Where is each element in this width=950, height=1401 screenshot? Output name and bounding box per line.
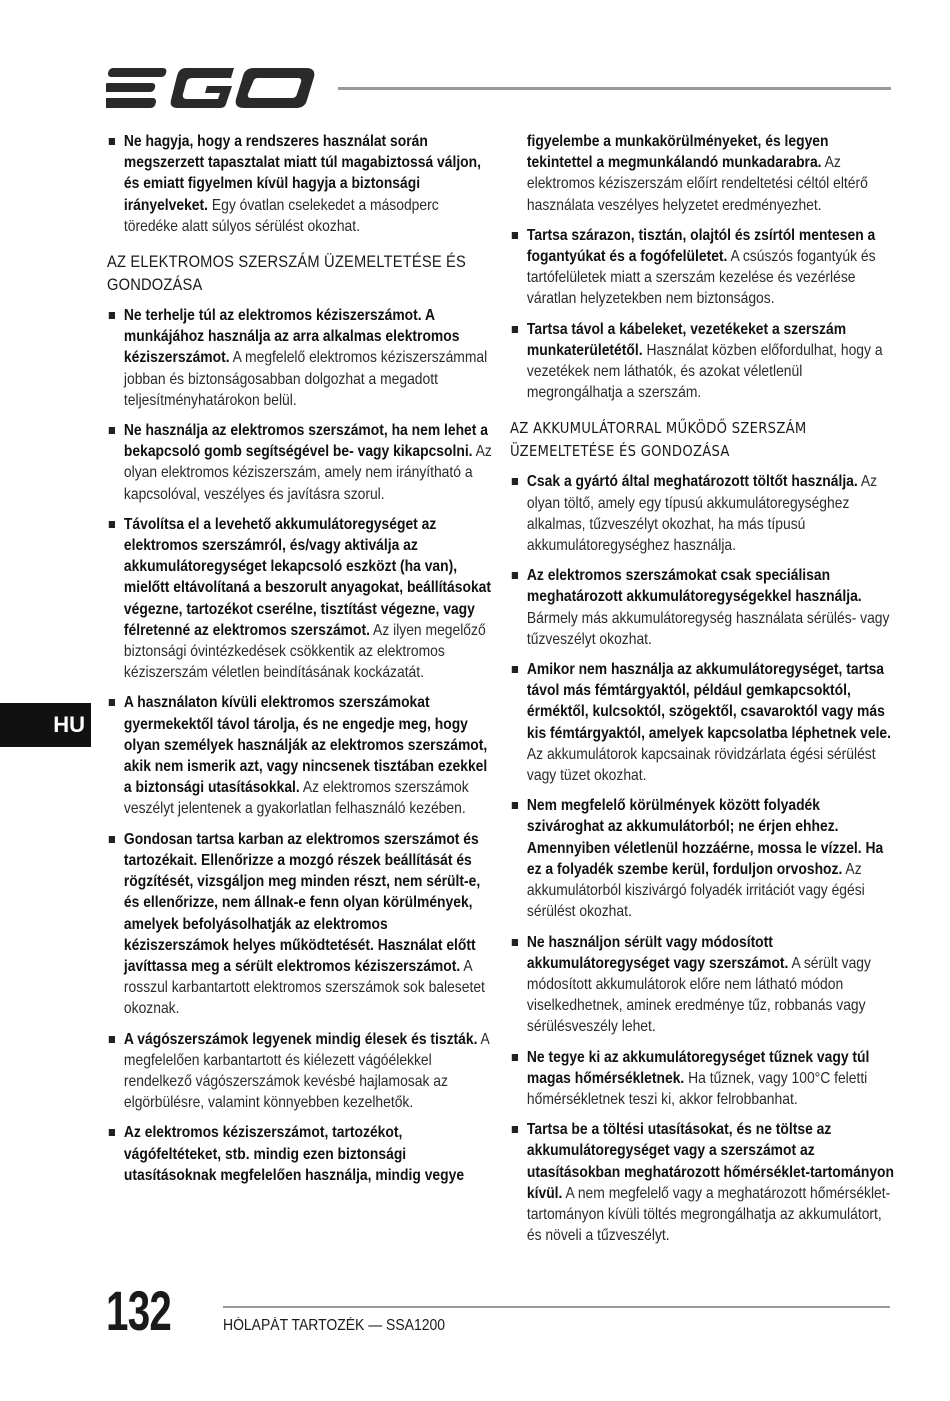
item-normal-text: Bármely más akkumulátoregység használata sérülés- vagy tűzveszélyt okozhat. <box>526 609 890 648</box>
list-item <box>107 829 495 1020</box>
square-bullet-icon <box>109 312 115 319</box>
list-item <box>107 692 495 819</box>
item-normal-text: Az akkumulátorból kiszivárgó folyadék irritációt vagy égési sérülést okozhat. <box>526 860 865 921</box>
header-rule <box>338 87 891 90</box>
square-bullet-icon <box>109 1129 115 1136</box>
item-bold-text: Tartsa távol a kábeleket, vezetékeket a szerszám munkaterületétől. <box>526 320 847 359</box>
item-normal-text: A sérült vagy módosított akkumulátorok előre nem látható módon viselkedhetnek, aminek eredménye tűz, robbanás vagy sérülésveszély lehet. <box>526 954 871 1036</box>
list-item <box>107 514 495 684</box>
list-item <box>107 420 495 505</box>
item-normal-text: A megfelelő elektromos kéziszerszámmal jobban és biztonságosabban dolgozhat a megadott teljesítményhatárokon belül. <box>123 349 488 409</box>
item-normal-text: Az akkumulátorok kapcsainak rövidzárlata égési sérülést vagy tüzet okozhat. <box>526 745 876 785</box>
footer-product-line: HÓLAPÁT TARTOZÉK — SSA1200 <box>223 1317 446 1334</box>
item-bold-text: Tartsa be a töltési utasításokat, és ne töltse az akkumulátoregységet vagy a szerszámot az utasításokban meghatározott hőmérséklet-tartományon kívül. <box>526 1121 894 1202</box>
item-bold-text: Ne hagyja, hogy a rendszeres használat során megszerzett tapasztalat miatt túl magabiztossá váljon, és emiatt figyelmen kívül hagyja a biztonsági irányelveket. <box>123 133 481 214</box>
square-bullet-icon <box>109 1036 115 1043</box>
item-bold-text: Ne tegye ki az akkumulátoregységet tűznek vagy túl magas hőmérsékletnek. <box>526 1048 870 1087</box>
item-normal-text: Ha tűznek, vagy 100°C feletti hőmérsékletnek teszi ki, akkor felrobbanhat. <box>526 1069 868 1108</box>
item-bold-text: Amikor nem használja az akkumulátoregységet, tartsa távol más fémtárgyaktól, például gemkapcsoktól, érméktől, kulcsoktól, szögektől, csavaroktól vagy más kis fémtárgyaktól, amelyek kapcsolatba léphetnek vele. <box>526 661 892 742</box>
list-item <box>510 471 894 556</box>
item-bold-text: A vágószerszámok legyenek mindig élesek és tiszták. <box>123 1030 478 1048</box>
square-bullet-icon <box>109 427 115 434</box>
language-tab: HU <box>0 703 91 747</box>
item-bold-text: figyelembe a munkakörülményeket, és legyen tekintettel a megmunkálandó munkadarabra. <box>526 133 829 172</box>
list-item <box>510 932 894 1038</box>
item-normal-text: Az elektromos szerszámok veszélyt jelentenek a gyakorlatlan felhasználó kezében. <box>123 779 469 818</box>
square-bullet-icon <box>109 521 115 528</box>
list-item <box>107 131 495 237</box>
section-heading: AZ ELEKTROMOS SZERSZÁM ÜZEMELTETÉSE ÉS GONDOZÁSA <box>107 253 466 295</box>
item-normal-text: A csúszós fogantyúk és tartófelületek miatt a szerszám kezelése és vezérlése váratlan helyzetekben nem biztonságos. <box>526 248 876 308</box>
item-bold-text: A használaton kívüli elektromos szerszámokat gyermekektől távol tárolja, és ne engedje meg, hogy olyan személyek használják az elektromos szerszámot, akik nem ismerik azt, vagy nincsenek tisztában ezekkel a biztonsági utasításokkal. <box>123 694 488 797</box>
item-bold-text: Csak a gyártó által meghatározott töltőt használja. <box>526 473 858 491</box>
square-bullet-icon <box>512 1054 518 1061</box>
square-bullet-icon <box>109 836 115 843</box>
list-item <box>510 319 894 404</box>
square-bullet-icon <box>512 478 518 485</box>
list-item <box>510 565 894 650</box>
item-bold-text: Nem megfelelő körülmények között folyadék szivároghat az akkumulátorból; ne érjen ehhez. Amennyiben véletlenül hozzáérne, mossa le vízzel. Ha ez a folyadék szembe kerül, forduljon orvoshoz. <box>526 797 884 878</box>
left-column <box>107 131 493 1195</box>
square-bullet-icon <box>512 666 518 673</box>
item-bold-text: Tartsa szárazon, tisztán, olajtól és zsírtól mentesen a fogantyúkat és a fogófelületet. <box>526 226 876 266</box>
list-item <box>510 795 894 922</box>
list-item <box>107 305 495 411</box>
list-item <box>510 225 894 310</box>
list-item <box>510 1047 894 1111</box>
item-normal-text: A megfelelően karbantartott és kiélezett vágóélekkel rendelkező vágószerszámok kevésbé hajlamosak az elgörbülésre, valamint könnyebben kezelhetők. <box>123 1030 490 1112</box>
square-bullet-icon <box>512 802 518 809</box>
list-item <box>510 1119 894 1246</box>
ego-logo <box>106 64 318 112</box>
list-item <box>510 659 894 786</box>
list-item <box>107 1029 495 1114</box>
page-number: 132 <box>106 1279 172 1342</box>
list-item-continuation <box>510 131 894 216</box>
item-normal-text: A nem megfelelő vagy a meghatározott hőmérséklet-tartományon kívüli töltés megrongálhatja az akkumulátort, és növeli a tűzveszélyt. <box>526 1184 891 1245</box>
item-bold-text: Ne használja az elektromos szerszámot, ha nem lehet a bekapcsoló gomb segítségével be- vagy kikapcsolni. <box>123 422 488 461</box>
item-normal-text: Használat közben előfordulhat, hogy a vezetékek nem láthatók, és azokat véletlenül megrongálhatja a szerszám. <box>526 341 883 402</box>
footer-rule <box>223 1306 890 1308</box>
right-column <box>510 131 894 1255</box>
square-bullet-icon <box>512 326 518 333</box>
item-bold-text: Az elektromos szerszámokat csak speciálisan meghatározott akkumulátoregységekkel használja. <box>526 567 862 606</box>
square-bullet-icon <box>512 939 518 946</box>
item-normal-text: A rosszul karbantartott elektromos szerszámok sok balesetet okoznak. <box>123 957 485 1018</box>
item-normal-text: Az olyan elektromos kéziszerszám, amely nem irányítható a kapcsolóval, veszélyes és javításra szorul. <box>123 443 492 503</box>
section-heading: AZ AKKUMULÁTORRAL MŰKÖDŐ SZERSZÁM ÜZEMELTETÉSE ÉS GONDOZÁSA <box>510 420 807 461</box>
item-bold-text: Ne terhelje túl az elektromos kéziszerszámot. A munkájához használja az arra alkalmas elektromos kéziszerszámot. <box>123 307 460 367</box>
item-normal-text: Az elektromos kéziszerszám előírt rendeltetési céltól eltérő használata veszélyes helyzetet eredményezhet. <box>526 154 868 214</box>
item-normal-text: Az ilyen megelőző biztonsági óvintézkedések csökkentik az elektromos kéziszerszám véletlen beindításának kockázatát. <box>123 621 486 682</box>
square-bullet-icon <box>512 572 518 579</box>
list-item <box>107 1122 495 1186</box>
square-bullet-icon <box>512 1126 518 1133</box>
item-normal-text: Egy óvatlan cselekedet a másodperc töredéke alatt súlyos sérülést okozhat. <box>123 196 439 235</box>
square-bullet-icon <box>109 699 115 706</box>
square-bullet-icon <box>512 232 518 239</box>
item-bold-text: Gondosan tartsa karban az elektromos szerszámot és tartozékait. Ellenőrizze a mozgó részek beállítását és rögzítését, vizsgáljon meg minden részt, nem sérült-e, és ellenőrizze, nem állnak-e fenn olyan körülmények, amelyek befolyásolhatják az elektromos kéziszerszámok helyes működtetését. Használat előtt javíttassa meg a sérült elektromos kéziszerszámot. <box>123 830 481 975</box>
item-bold-text: Ne használjon sérült vagy módosított akkumulátoregységet vagy szerszámot. <box>526 933 789 972</box>
square-bullet-icon <box>109 138 115 145</box>
item-normal-text: Az olyan töltő, amely egy típusú akkumulátoregységhez alkalmas, tűzveszélyt okozhat, ha más típusú akkumulátoregységhez használja. <box>526 473 878 555</box>
item-bold-text: Az elektromos kéziszerszámot, tartozékot, vágófeltéteket, stb. mindig ezen biztonsági utasításoknak megfelelően használja, mindig vegye <box>123 1124 465 1184</box>
item-bold-text: Távolítsa el a levehető akkumulátoregységet az elektromos szerszámról, és/vagy aktiválja az akkumulátoregységet lekapcsoló eszközt (ha van), mielőtt eltávolítaná a beszorult anyagokat, beállításokat végezne, tartozékot cserélne, tisztítást végezne, vagy félretenné az elektromos szerszámot. <box>123 515 492 639</box>
